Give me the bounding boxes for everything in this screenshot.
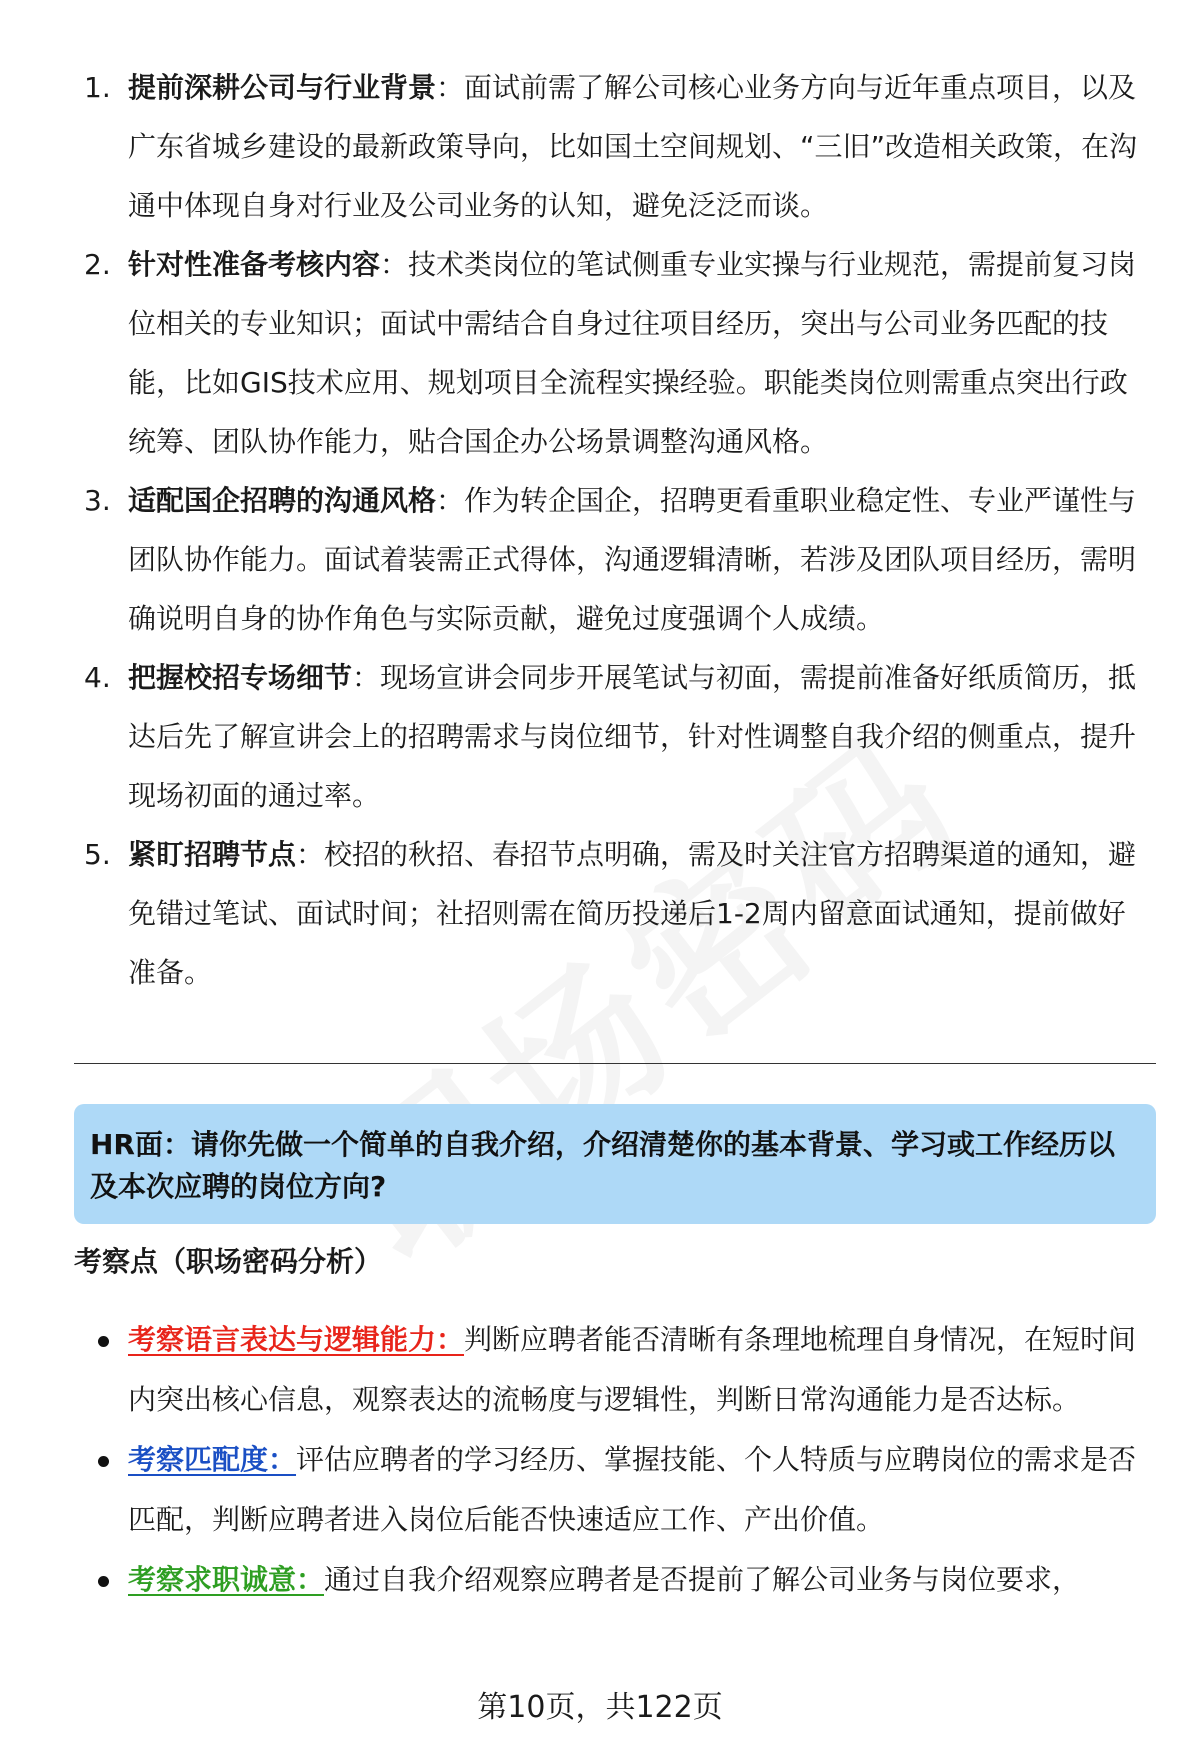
point-text: 评估应聘者的学习经历、掌握技能、个人特质与应聘岗位的需求是否匹配，判断应聘者进入岗位后能否快速适应工作、产出价值。 <box>128 1443 1137 1536</box>
tip-number: 2. <box>84 248 111 281</box>
point-keyword: 考察匹配度： <box>128 1443 297 1476</box>
tip-separator: ： <box>352 661 381 694</box>
points-list <box>84 1310 1144 1610</box>
tip-title: 紧盯招聘节点 <box>128 838 297 871</box>
tip-number: 3. <box>84 484 111 517</box>
tip-item <box>84 58 1144 235</box>
tip-number: 4. <box>84 661 111 694</box>
point-text: 通过自我介绍观察应聘者是否提前了解公司业务与岗位要求， <box>324 1563 1081 1596</box>
tip-text: 作为转企国企，招聘更看重职业稳定性、专业严谨性与团队协作能力。面试着装需正式得体，沟通逻辑清晰，若涉及团队项目经历，需明确说明自身的协作角色与实际贡献，避免过度强调个人成绩。 <box>128 484 1137 635</box>
tip-separator: ： <box>436 484 465 517</box>
point-item <box>84 1430 1144 1550</box>
point-keyword: 考察求职诚意： <box>128 1563 325 1596</box>
tip-text: 现场宣讲会同步开展笔试与初面，需提前准备好纸质简历，抵达后先了解宣讲会上的招聘需求与岗位细节，针对性调整自我介绍的侧重点，提升现场初面的通过率。 <box>128 661 1137 812</box>
tip-title: 把握校招专场细节 <box>128 661 353 694</box>
tip-separator: ： <box>380 248 409 281</box>
tip-item <box>84 825 1144 1002</box>
tip-number: 5. <box>84 838 111 871</box>
tip-text: 技术类岗位的笔试侧重专业实操与行业规范，需提前复习岗位相关的专业知识；面试中需结合自身过往项目经历，突出与公司业务匹配的技能，比如GIS技术应用、规划项目全流程实操经验。职能类岗位则需重点突出行政统筹、团队协作能力，贴合国企办公场景调整沟通风格。 <box>128 248 1137 458</box>
bullet-dot-icon <box>98 1576 109 1587</box>
point-keyword: 考察语言表达与逻辑能力： <box>128 1323 465 1356</box>
tips-list <box>84 58 1144 1002</box>
tip-title: 针对性准备考核内容 <box>128 248 381 281</box>
hr-question-box: HR面：请你先做一个简单的自我介绍，介绍清楚你的基本背景、学习或工作经历以及本次应聘的岗位方向? <box>74 1104 1156 1224</box>
section-divider <box>74 1063 1156 1064</box>
point-item <box>84 1550 1144 1610</box>
tip-title: 适配国企招聘的沟通风格 <box>128 484 437 517</box>
point-item <box>84 1310 1144 1430</box>
tip-title: 提前深耕公司与行业背景 <box>128 71 437 104</box>
page-number: 第10页，共122页 <box>477 1690 723 1725</box>
kaocha-heading: 考察点（职场密码分析） <box>74 1245 383 1278</box>
point-text: 判断应聘者能否清晰有条理地梳理自身情况，在短时间内突出核心信息，观察表达的流畅度与逻辑性，判断日常沟通能力是否达标。 <box>128 1323 1137 1416</box>
bullet-dot-icon <box>98 1456 109 1467</box>
tip-separator: ： <box>296 838 325 871</box>
tip-number: 1. <box>84 71 111 104</box>
tip-item <box>84 235 1144 471</box>
tip-text: 面试前需了解公司核心业务方向与近年重点项目，以及广东省城乡建设的最新政策导向，比如国土空间规划、“三旧”改造相关政策，在沟通中体现自身对行业及公司业务的认知，避免泛泛而谈。 <box>128 71 1138 222</box>
tip-item <box>84 648 1144 825</box>
tip-separator: ： <box>436 71 465 104</box>
tip-item <box>84 471 1144 648</box>
tip-text: 校招的秋招、春招节点明确，需及时关注官方招聘渠道的通知，避免错过笔试、面试时间；社招则需在简历投递后1-2周内留意面试通知，提前做好准备。 <box>128 838 1137 989</box>
bullet-dot-icon <box>98 1336 109 1347</box>
